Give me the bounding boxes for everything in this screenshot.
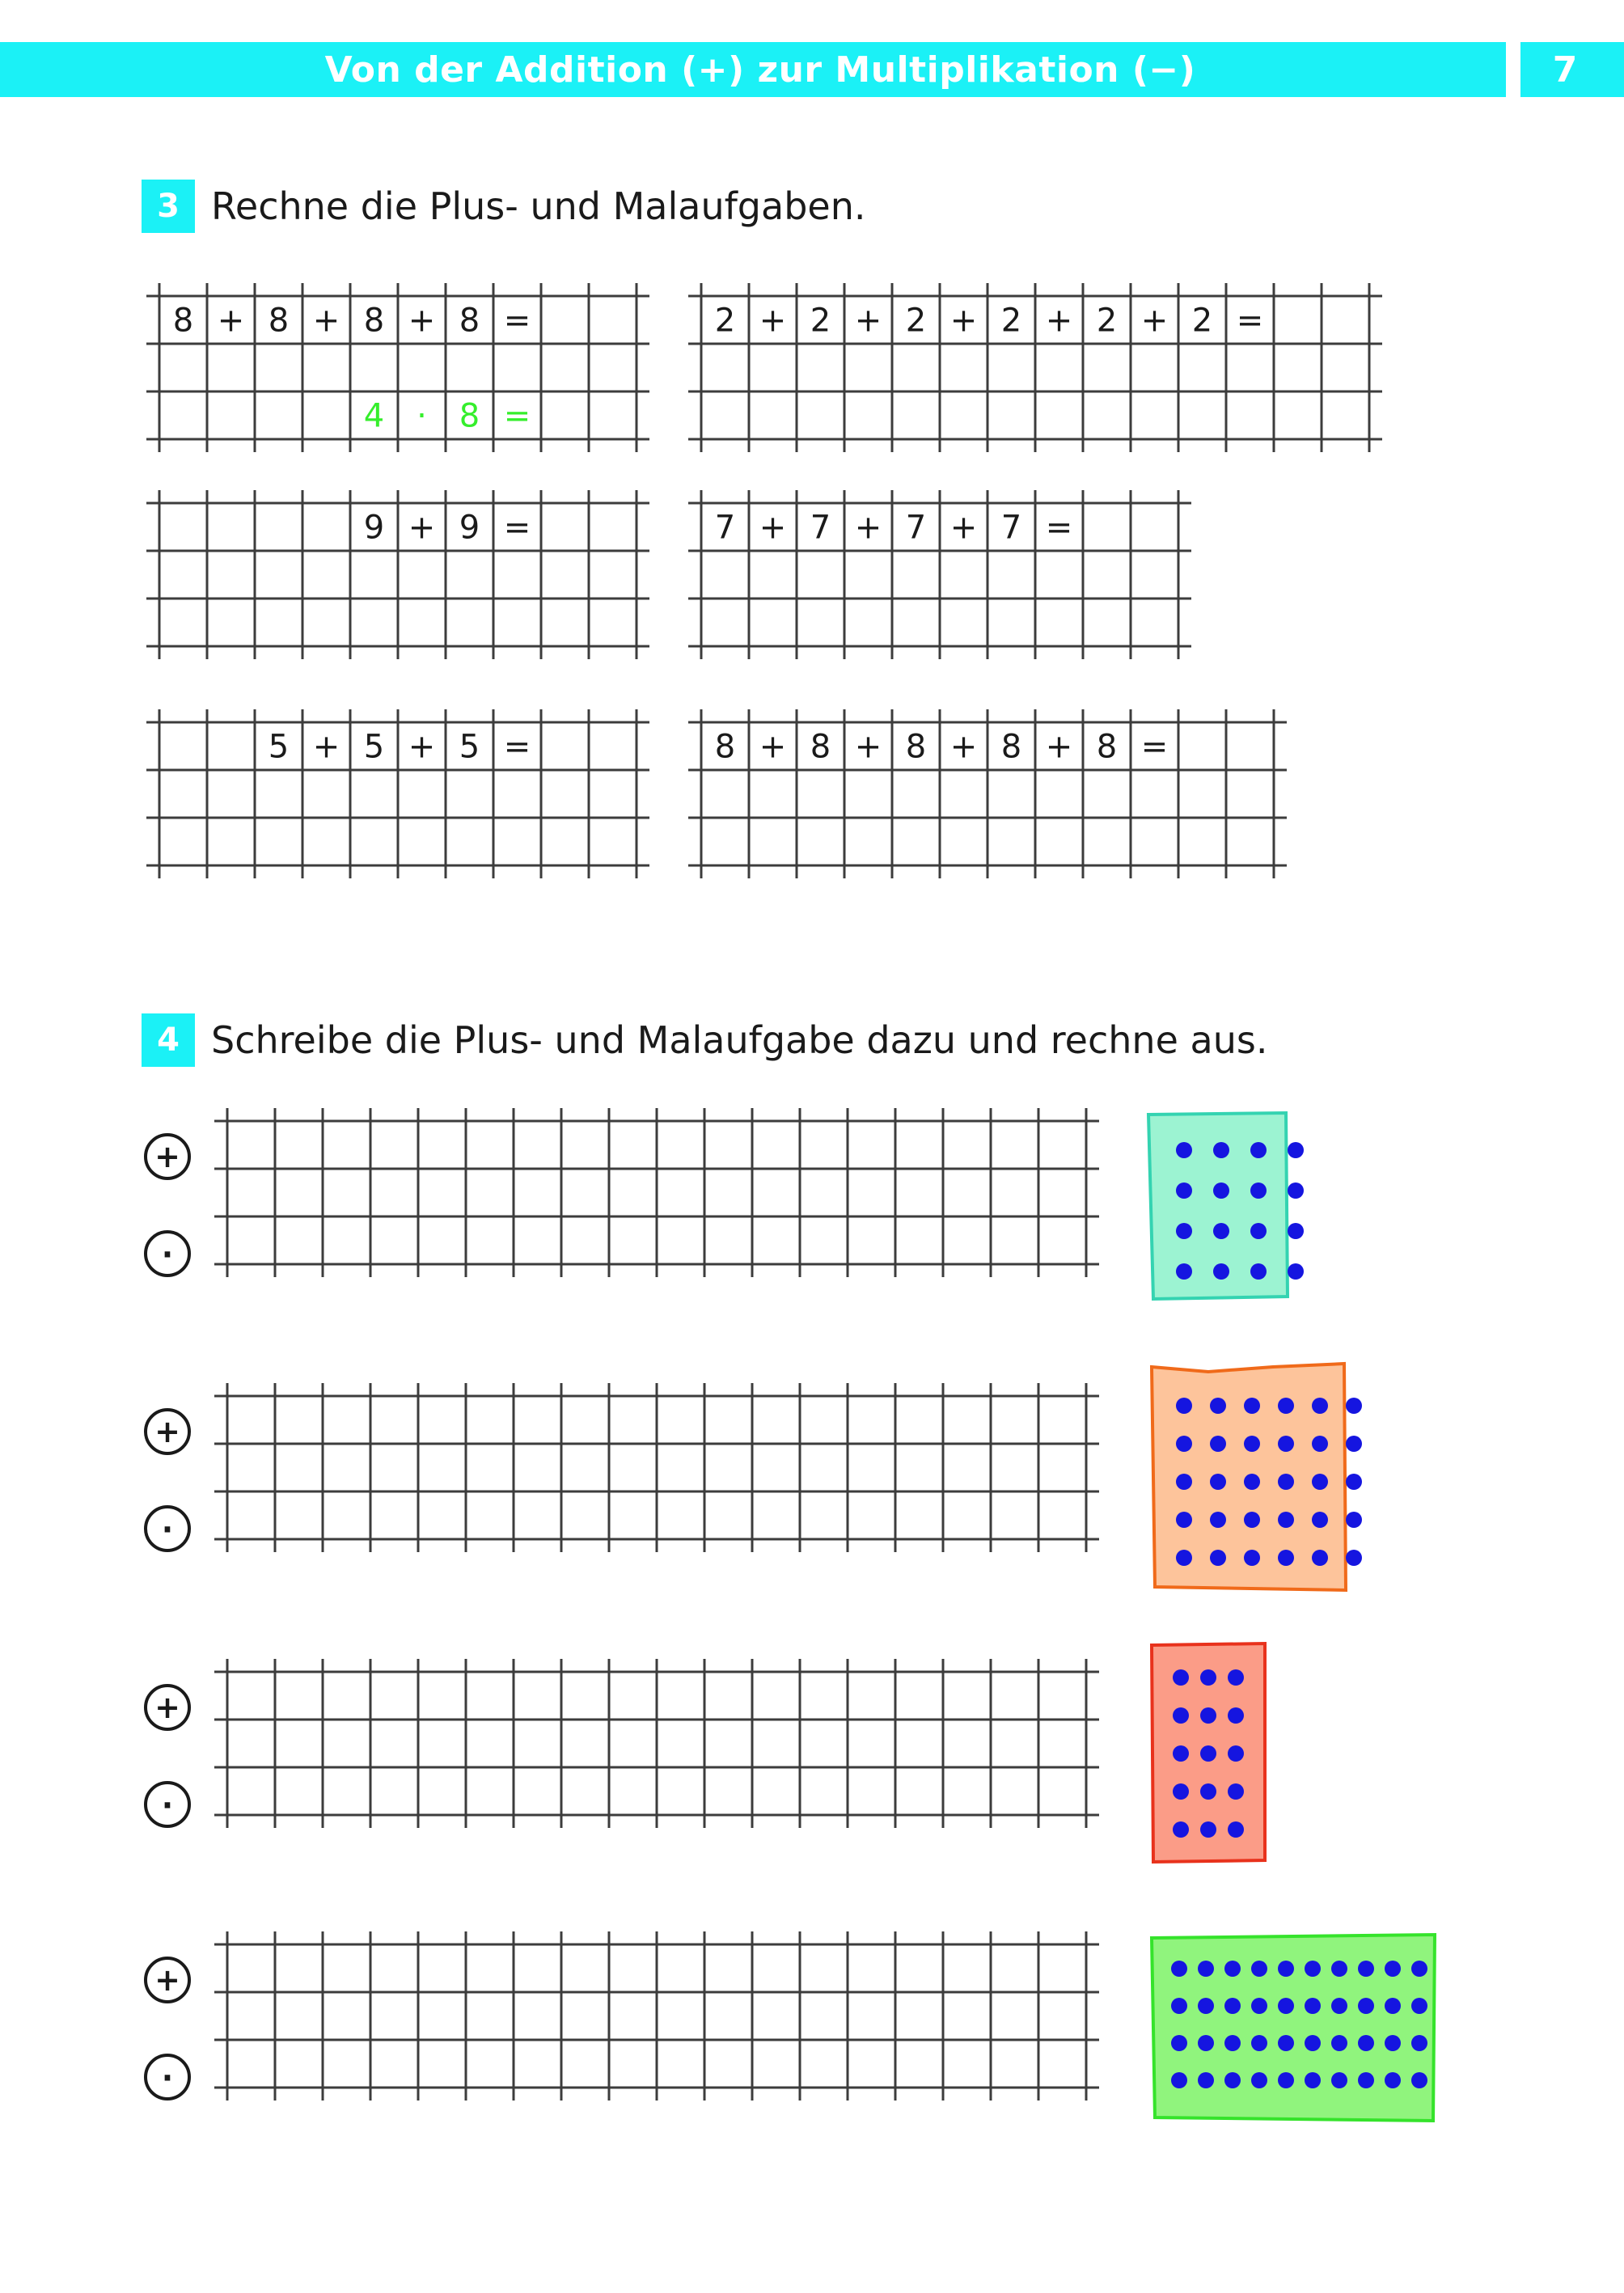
dot	[1228, 1707, 1244, 1724]
grid-cell-text: 2	[1000, 302, 1022, 340]
grid-cell-text: 8	[905, 728, 927, 766]
dot	[1244, 1398, 1260, 1414]
dot	[1278, 2072, 1294, 2088]
dot	[1244, 1550, 1260, 1566]
task-3-grid-3[interactable]	[146, 490, 649, 659]
grid-cell-text: 8	[459, 397, 480, 435]
plus-circle-icon	[146, 1686, 189, 1729]
dot	[1228, 1821, 1244, 1838]
dot	[1278, 1474, 1294, 1490]
grid-cell-text: 5	[459, 728, 480, 766]
grid-cell-text: 2	[905, 302, 927, 340]
task-3-grid-5[interactable]	[146, 709, 649, 878]
dot	[1305, 2035, 1321, 2051]
dot	[1305, 2072, 1321, 2088]
dot	[1198, 2035, 1214, 2051]
grid-cell-text: +	[312, 728, 340, 766]
task-3-instruction: Rechne die Plus- und Malaufgaben.	[211, 184, 866, 228]
dot	[1278, 1436, 1294, 1452]
grid-cell-text: =	[503, 509, 531, 547]
dot	[1312, 1550, 1328, 1566]
dot	[1244, 1512, 1260, 1528]
dot	[1250, 1263, 1267, 1280]
times-symbol: ·	[161, 1237, 174, 1272]
dot	[1200, 1783, 1216, 1800]
dot	[1171, 2072, 1187, 2088]
dot	[1173, 1821, 1189, 1838]
plus-symbol: +	[154, 1962, 180, 1998]
times-symbol: ·	[161, 2060, 174, 2096]
dot	[1385, 2035, 1401, 2051]
grid-cell-text: +	[408, 302, 436, 340]
dot	[1228, 1669, 1244, 1686]
grid-cell-text: =	[503, 397, 531, 435]
grid-cell-text: +	[949, 302, 978, 340]
dot	[1331, 1998, 1347, 2014]
dot	[1288, 1223, 1304, 1239]
dot-card-4	[1152, 1935, 1435, 2121]
grid-cell-text: +	[408, 509, 436, 547]
dot	[1288, 1142, 1304, 1158]
times-circle-icon	[146, 1507, 189, 1551]
dot	[1278, 1961, 1294, 1977]
dot	[1173, 1783, 1189, 1800]
task-4-instruction: Schreibe die Plus- und Malaufgabe dazu und rechne aus.	[211, 1018, 1268, 1062]
dot	[1346, 1512, 1362, 1528]
grid-cell-text: 8	[459, 302, 480, 340]
dot	[1278, 1398, 1294, 1414]
grid-cell-text: +	[1045, 302, 1073, 340]
grid-cell-text: +	[759, 728, 787, 766]
dot	[1358, 2072, 1374, 2088]
plus-circle-icon	[146, 1958, 189, 2002]
plus-circle-icon	[146, 1135, 189, 1178]
dot	[1176, 1182, 1192, 1199]
times-circle-icon	[146, 2055, 189, 2099]
grid-cell-text: 7	[714, 509, 736, 547]
grid-cell-text: +	[1140, 302, 1169, 340]
plus-symbol: +	[154, 1690, 180, 1725]
dot	[1312, 1512, 1328, 1528]
dot	[1176, 1474, 1192, 1490]
dot	[1385, 1998, 1401, 2014]
dot	[1213, 1142, 1229, 1158]
dot	[1358, 1998, 1374, 2014]
dot	[1358, 2035, 1374, 2051]
dot	[1213, 1182, 1229, 1199]
grid-cell-text: +	[759, 302, 787, 340]
grid-cell-text: 8	[172, 302, 194, 340]
dot	[1312, 1436, 1328, 1452]
grid-cell-text: +	[217, 302, 245, 340]
dot-card-2	[1152, 1364, 1362, 1590]
grid-cell-text: 2	[810, 302, 831, 340]
grid-cell-text: 8	[268, 302, 290, 340]
dot	[1224, 2035, 1241, 2051]
dot	[1250, 1182, 1267, 1199]
dot	[1312, 1398, 1328, 1414]
dot	[1200, 1707, 1216, 1724]
grid-cell-text: 2	[1096, 302, 1118, 340]
dot	[1346, 1398, 1362, 1414]
dot	[1213, 1263, 1229, 1280]
dot	[1278, 2035, 1294, 2051]
grid-cell-text: +	[949, 509, 978, 547]
dot	[1210, 1474, 1226, 1490]
dot-card-1	[1148, 1113, 1304, 1299]
times-symbol: ·	[161, 1512, 174, 1547]
dot	[1250, 1142, 1267, 1158]
dot	[1224, 1961, 1241, 1977]
dot	[1173, 1745, 1189, 1762]
dot	[1176, 1223, 1192, 1239]
grid-cell-text: 7	[905, 509, 927, 547]
dot	[1198, 1998, 1214, 2014]
dot	[1176, 1398, 1192, 1414]
dot	[1358, 1961, 1374, 1977]
grid-cell-text: =	[503, 302, 531, 340]
grid-cell-text: 5	[268, 728, 290, 766]
grid-cell-text: 2	[1191, 302, 1213, 340]
dot	[1200, 1669, 1216, 1686]
grid-cell-text: =	[1140, 728, 1169, 766]
dot	[1305, 1961, 1321, 1977]
dot	[1210, 1512, 1226, 1528]
grid-cell-text: 8	[363, 302, 385, 340]
times-circle-icon	[146, 1232, 189, 1276]
task-3-grid-1[interactable]	[146, 283, 649, 452]
dot	[1278, 1998, 1294, 2014]
grid-cell-text: +	[854, 302, 882, 340]
task-3-grid-4[interactable]	[688, 490, 1191, 659]
dot	[1278, 1512, 1294, 1528]
task-4-grid-2[interactable]	[214, 1383, 1099, 1552]
plus-circle-icon	[146, 1410, 189, 1453]
dot	[1171, 1961, 1187, 1977]
dot	[1210, 1550, 1226, 1566]
task-4-grid-3[interactable]	[214, 1659, 1099, 1828]
dot	[1251, 1998, 1267, 2014]
dot	[1176, 1436, 1192, 1452]
dot	[1198, 2072, 1214, 2088]
dot	[1288, 1182, 1304, 1199]
task-3-grid-2[interactable]	[688, 283, 1382, 452]
dot	[1171, 2035, 1187, 2051]
dot	[1331, 1961, 1347, 1977]
dot	[1385, 1961, 1401, 1977]
grid-cell-text: 7	[810, 509, 831, 547]
dot	[1176, 1263, 1192, 1280]
grid-cell-text: 9	[363, 509, 385, 547]
dot	[1385, 2072, 1401, 2088]
dot	[1312, 1474, 1328, 1490]
grid-cell-text: +	[408, 728, 436, 766]
dot	[1173, 1707, 1189, 1724]
dot	[1200, 1821, 1216, 1838]
dot	[1244, 1474, 1260, 1490]
dot	[1411, 1998, 1427, 2014]
times-symbol: ·	[161, 1787, 174, 1823]
grid-cell-text: 8	[714, 728, 736, 766]
grid-cell-text: 9	[459, 509, 480, 547]
page-number: 7	[1552, 49, 1578, 91]
grid-cell-text: +	[1045, 728, 1073, 766]
grid-cell-text: +	[854, 728, 882, 766]
dot	[1210, 1398, 1226, 1414]
grid-cell-text: +	[312, 302, 340, 340]
task-4-grid-4[interactable]	[214, 1931, 1099, 2101]
grid-cell-text: +	[759, 509, 787, 547]
dot	[1278, 1550, 1294, 1566]
dot	[1244, 1436, 1260, 1452]
dot	[1224, 1998, 1241, 2014]
dot	[1288, 1263, 1304, 1280]
dot	[1251, 1961, 1267, 1977]
grid-cell-text: 7	[1000, 509, 1022, 547]
grid-cell-text: ·	[417, 397, 427, 435]
dot	[1251, 2035, 1267, 2051]
grid-cell-text: 4	[363, 397, 385, 435]
dot	[1176, 1550, 1192, 1566]
dot	[1213, 1223, 1229, 1239]
task-3-grid-6[interactable]	[688, 709, 1287, 878]
grid-cell-text: =	[1045, 509, 1073, 547]
dot	[1176, 1512, 1192, 1528]
dot	[1228, 1783, 1244, 1800]
page-title: Von der Addition (+) zur Multiplikation (−)	[324, 49, 1196, 91]
grid-cell-text: 2	[714, 302, 736, 340]
dot	[1251, 2072, 1267, 2088]
dot	[1224, 2072, 1241, 2088]
plus-symbol: +	[154, 1139, 180, 1174]
plus-symbol: +	[154, 1414, 180, 1449]
dot	[1228, 1745, 1244, 1762]
dot	[1250, 1223, 1267, 1239]
dot	[1200, 1745, 1216, 1762]
grid-cell-text: +	[949, 728, 978, 766]
grid-cell-text: =	[503, 728, 531, 766]
dot	[1305, 1998, 1321, 2014]
dot	[1331, 2035, 1347, 2051]
times-circle-icon	[146, 1783, 189, 1826]
dot	[1210, 1436, 1226, 1452]
grid-cell-text: 5	[363, 728, 385, 766]
dot	[1173, 1669, 1189, 1686]
grid-cell-text: +	[854, 509, 882, 547]
dot	[1198, 1961, 1214, 1977]
grid-cell-text: =	[1236, 302, 1264, 340]
grid-cell-text: 8	[1000, 728, 1022, 766]
task-4-number: 4	[142, 1013, 195, 1067]
dot	[1176, 1142, 1192, 1158]
dot	[1411, 2072, 1427, 2088]
dot-card-3	[1152, 1644, 1265, 1862]
dot	[1346, 1474, 1362, 1490]
dot	[1346, 1436, 1362, 1452]
task-4-grid-1[interactable]	[214, 1108, 1099, 1277]
dot	[1411, 1961, 1427, 1977]
task-3-number: 3	[142, 180, 195, 233]
dot	[1331, 2072, 1347, 2088]
grid-cell-text: 8	[810, 728, 831, 766]
dot	[1346, 1550, 1362, 1566]
grid-cell-text: 8	[1096, 728, 1118, 766]
dot	[1171, 1998, 1187, 2014]
dot	[1411, 2035, 1427, 2051]
